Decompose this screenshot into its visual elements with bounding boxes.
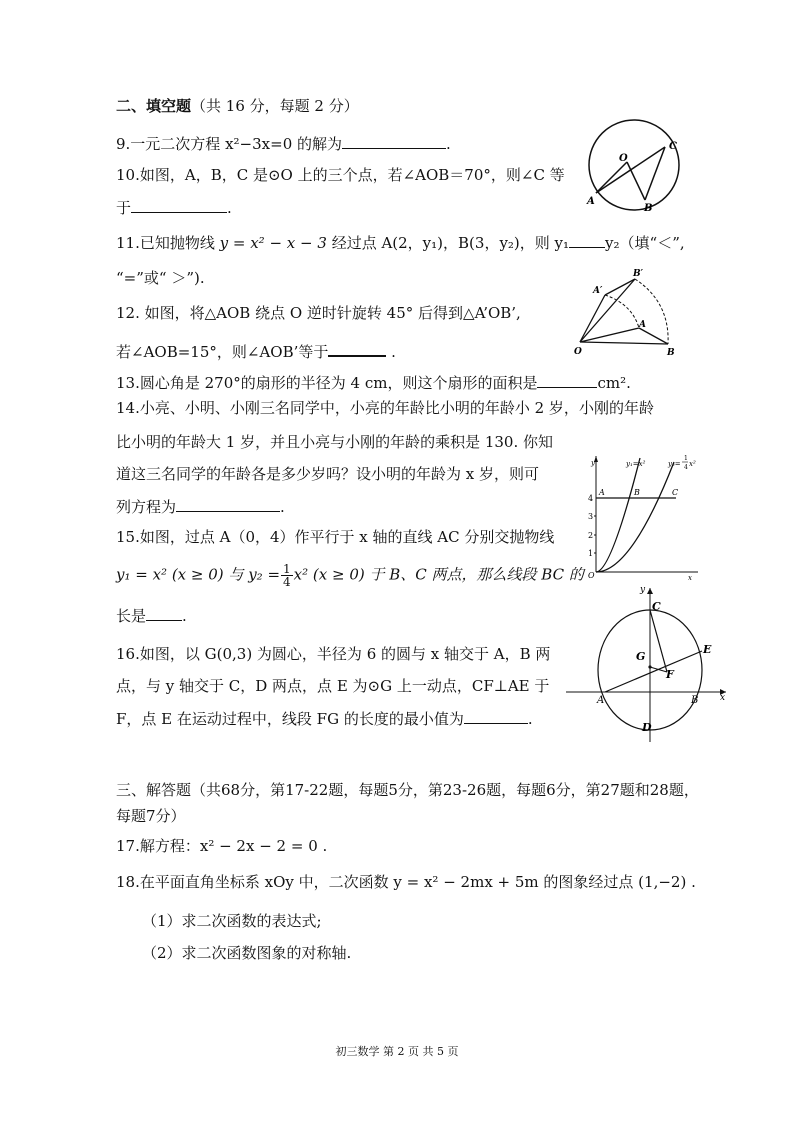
question-11-line2: “=”或“ ＞”). <box>116 269 205 287</box>
question-17: 17.解方程：x² − 2x − 2 = 0 . <box>116 837 328 855</box>
section2-header <box>116 96 359 116</box>
question-18-part2: （2）求二次函数图象的对称轴. <box>142 944 352 962</box>
question-18-line1: 18.在平面直角坐标系 xOy 中，二次函数 y = x² − 2mx + 5m 的图象经过点 (1,−2) . <box>116 873 696 891</box>
question-12-line2 <box>116 340 396 362</box>
q12-end: . <box>391 343 396 361</box>
question-11-line1 <box>116 232 685 253</box>
tick-4: 4 <box>588 494 594 503</box>
q10-pre: 于 <box>116 199 132 217</box>
label-axis-x: x <box>720 693 726 703</box>
q11-formula: y = x² − x − 3 <box>219 234 327 252</box>
question-16-line2: 点，与 y 轴交于 C，D 两点，点 E 为⊙G 上一动点，CF⊥AE 于 <box>116 677 550 695</box>
label-E: E <box>703 643 712 656</box>
q11-post: y₂（填“＜”, <box>605 234 685 252</box>
parabola-figure-q15 <box>586 418 706 582</box>
q10-answer-blank[interactable] <box>131 197 227 213</box>
q15-y1: y₁ = x² (x ≥ 0) 与 <box>116 565 244 584</box>
tick-3: 3 <box>588 512 594 521</box>
question-15-line2 <box>116 563 584 588</box>
label-A: A <box>599 488 605 497</box>
label-O: O <box>574 347 582 357</box>
q15-fraction <box>281 563 293 588</box>
question-14-line2: 比小明的年龄大 1 岁，并且小亮与小刚的年龄的乘积是 130. 你知 <box>116 433 554 451</box>
section2-title: 二、填空题 <box>116 97 192 115</box>
label-B: B <box>691 695 699 706</box>
label-y2-pre: y₂= <box>668 460 681 468</box>
label-C: C <box>669 141 677 152</box>
label-A1: A′ <box>593 286 603 296</box>
q15-post: x² (x ≥ 0) 于 B、C 两点，那么线段 BC 的 <box>293 565 584 584</box>
q13-end: cm². <box>597 374 631 392</box>
q12-answer-blank[interactable] <box>328 340 386 357</box>
label-y1: y₁=x² <box>626 460 646 468</box>
q9-answer-blank[interactable] <box>342 133 446 149</box>
q16-end: . <box>527 710 533 728</box>
q14-answer-blank[interactable] <box>176 496 280 512</box>
q15-pre: 长是 <box>116 607 147 625</box>
label-y2-den: 4 <box>684 464 688 471</box>
question-15-line1: 15.如图，过点 A（0，4）作平行于 x 轴的直线 AC 分别交抛物线 <box>116 528 555 546</box>
label-A: A <box>639 320 646 330</box>
label-D: D <box>642 721 652 734</box>
rotation-figure-q12 <box>568 266 686 358</box>
q16-pre: F，点 E 在运动过程中，线段 FG 的长度的最小值为 <box>116 710 464 728</box>
question-14-line1: 14.小亮、小明、小刚三名同学中，小亮的年龄比小明的年龄小 2 岁，小刚的年龄 <box>116 399 654 417</box>
q15-frac-den: 4 <box>283 575 291 589</box>
label-B: B <box>667 348 675 358</box>
label-C: C <box>652 600 661 613</box>
label-A: A <box>597 695 605 706</box>
page-footer: 初三数学 第 2 页 共 5 页 <box>335 1045 459 1058</box>
question-10-line1: 10.如图，A，B，C 是⊙O 上的三个点，若∠AOB＝70°，则∠C 等 <box>116 166 565 184</box>
question-16-line3 <box>116 708 533 729</box>
question-18-part1: （1）求二次函数的表达式; <box>142 912 322 930</box>
q10-end: . <box>227 199 232 217</box>
q13-text: 13.圆心角是 270°的扇形的半径为 4 cm，则这个扇形的面积是 <box>116 374 538 392</box>
q14-pre: 列方程为 <box>116 498 177 516</box>
question-16-line1: 16.如图，以 G(0,3) 为圆心，半径为 6 的圆与 x 轴交于 A，B 两 <box>116 645 551 663</box>
question-12-line1: 12. 如图，将△AOB 绕点 O 逆时针旋转 45° 后得到△A’OB’, <box>116 304 521 322</box>
label-B1: B′ <box>633 269 643 279</box>
q15-end: . <box>182 607 187 625</box>
question-10-line2 <box>116 197 232 218</box>
label-G: G <box>636 650 646 663</box>
q12-pre: 若∠AOB=15°，则∠AOB’等于 <box>116 343 329 361</box>
label-B: B <box>634 488 640 497</box>
q14-end: . <box>280 498 285 516</box>
q16-answer-blank[interactable] <box>464 708 528 724</box>
label-axis-y: y <box>591 459 595 467</box>
q15-frac-num: 1 <box>283 562 291 576</box>
q9-end: . <box>446 135 451 153</box>
section3-line2: 每题7分） <box>116 807 186 825</box>
q11-pre: 11.已知抛物线 <box>116 234 215 252</box>
q15-y2: y₂ = <box>248 565 281 584</box>
circle-g-figure-q16 <box>566 586 736 742</box>
question-13 <box>116 372 631 393</box>
section3-line1: 三、解答题（共68分，第17-22题，每题5分，第23-26题，每题6分，第27题和28题， <box>116 781 699 799</box>
tick-2: 2 <box>588 531 594 540</box>
label-origin: O <box>588 571 595 580</box>
circle-figure-q10 <box>582 116 692 216</box>
q11-answer-blank[interactable] <box>569 232 605 248</box>
label-y2-post: x² <box>689 460 696 468</box>
section2-note: （共 16 分，每题 2 分） <box>191 97 359 115</box>
question-14-line4 <box>116 496 285 517</box>
q11-mid: 经过点 A(2，y₁)，B(3，y₂)，则 y₁ <box>331 234 570 252</box>
label-B: B <box>644 203 653 214</box>
label-C: C <box>672 488 679 497</box>
tick-1: 1 <box>588 549 594 558</box>
question-9 <box>116 133 451 154</box>
label-F: F <box>666 668 674 681</box>
label-y2-num: 1 <box>684 455 688 462</box>
label-O: O <box>619 153 628 164</box>
q13-answer-blank[interactable] <box>537 372 597 388</box>
label-A: A <box>587 196 595 207</box>
q9-text: 9.一元二次方程 x²−3x=0 的解为 <box>116 135 343 153</box>
question-14-line3: 道这三名同学的年龄各是多少岁吗？设小明的年龄为 x 岁，则可 <box>116 465 539 483</box>
label-axis-x: x <box>688 574 692 582</box>
label-axis-y: y <box>640 586 646 595</box>
q15-answer-blank[interactable] <box>146 605 182 621</box>
question-15-line3 <box>116 605 187 626</box>
